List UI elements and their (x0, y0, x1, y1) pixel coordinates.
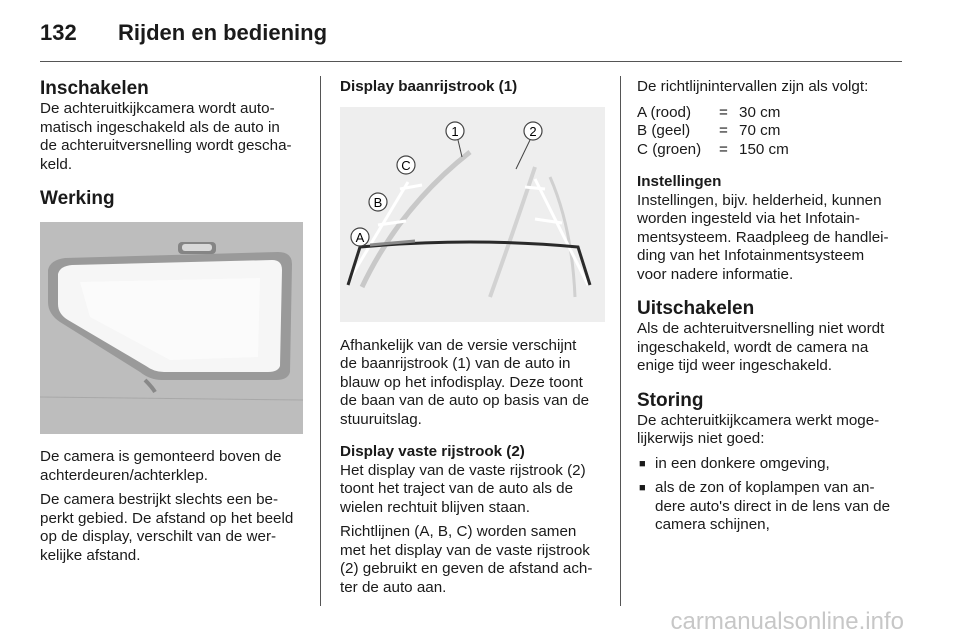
spec-row-a (637, 104, 902, 123)
heading-uitschakelen: Uitschakelen (637, 298, 755, 319)
text-line: worden ingesteld via het Infotain- (637, 210, 860, 227)
heading-display-baanrijstrook: Display baanrijstrook (1) (340, 78, 518, 95)
list-item (637, 455, 902, 474)
text-line: voor nadere informatie. (637, 265, 794, 283)
heading-display-vaste-rijstrook: Display vaste rijstrook (2) (340, 443, 525, 460)
spec-label: C (groen) (637, 140, 702, 158)
text-line: keld. (40, 155, 73, 173)
heading-storing: Storing (637, 389, 704, 411)
page-header (40, 18, 327, 48)
spec-value: 150 cm (739, 140, 789, 158)
header-rule (40, 61, 902, 62)
text-line: kelijke afstand. (40, 546, 141, 564)
chapter-title: Rijden en bediening (118, 20, 328, 45)
text-line: mentsysteem. Raadpleeg de handlei- (637, 228, 889, 246)
spec-label: B (geel) (637, 122, 691, 139)
spec-row-c (637, 141, 902, 160)
text-line: Instellingen, bijv. helderheid, kunnen (637, 191, 882, 209)
column-divider-2 (620, 76, 621, 606)
text-line: enige tijd weer ingeschakeld. (637, 357, 833, 374)
text-line: achterdeuren/achterklep. (40, 466, 209, 484)
text-line: met het display van de vaste rijstrook (340, 541, 590, 559)
text-line: perkt gebied. De afstand op het beeld (40, 509, 294, 527)
spec-value: 30 cm (739, 103, 781, 121)
text-line: stuuruitslag. (340, 410, 422, 428)
text-line: toont het traject van de auto als de (340, 480, 574, 497)
text-line: Als de achteruitversnelling niet wordt (637, 320, 885, 337)
text-line: blauw op het infodisplay. Deze toont (340, 373, 583, 391)
text-line: de achteruitversnelling wordt gescha- (40, 137, 292, 154)
text-line: Het display van de vaste rijstrook (2) (340, 461, 586, 479)
storing-list (637, 455, 902, 535)
text-line: De camera is gemonteerd boven de (40, 448, 282, 465)
parking-guidelines-diagram (340, 107, 605, 322)
text-line: (2) gebruikt en geven de afstand ach- (340, 560, 593, 577)
list-item-text: in een donkere omgeving, (655, 454, 830, 472)
text-line: lijkerwijs niet goed: (637, 430, 765, 447)
column-3 (637, 78, 902, 535)
heading-instellingen: Instellingen (637, 173, 722, 190)
text-line: Richtlijnen (A, B, C) worden samen (340, 523, 577, 540)
spec-eq: = (719, 122, 728, 139)
heading-werking: Werking (40, 188, 115, 209)
text-line: ding van het Infotainmentsysteem (637, 247, 865, 264)
label-c: C (401, 157, 411, 173)
text-line: De achteruitkijkcamera werkt moge- (637, 411, 880, 429)
spec-eq: = (719, 140, 728, 158)
text-line: op de display, verschilt van de wer- (40, 528, 277, 545)
heading-inschakelen: Inschakelen (40, 78, 149, 99)
list-item (637, 479, 902, 535)
text-line: ter de auto aan. (340, 578, 447, 596)
column-2 (340, 78, 605, 597)
label-a: A (355, 229, 365, 245)
text-line: matisch ingeschakeld als de auto in (40, 118, 280, 136)
guide-c-right (525, 187, 545, 189)
spec-eq: = (719, 103, 728, 121)
text-line: Afhankelijk van de versie verschijnt (340, 336, 577, 354)
label-1: 1 (451, 123, 459, 139)
column-1 (40, 78, 305, 565)
spec-value: 70 cm (739, 122, 781, 139)
text-line: de baanrijstrook (1) van de auto in (340, 355, 571, 372)
text-line: De richtlijnintervallen zijn als volgt: (637, 78, 869, 95)
watermark: carmanualsonline.info (670, 608, 904, 635)
text-line: de baan van de auto op basis van de (340, 392, 590, 409)
list-item-text: dere auto's direct in de lens van de (655, 497, 891, 515)
column-divider-1 (320, 76, 321, 606)
text-line: De achteruitkijkcamera wordt auto- (40, 100, 275, 117)
list-item-text: camera schijnen, (655, 516, 770, 533)
rear-door-camera-photo (40, 222, 303, 434)
spec-label: A (rood) (637, 103, 692, 121)
text-line: ingeschakeld, wordt de camera na (637, 338, 869, 356)
spec-row-b (637, 122, 902, 141)
label-2: 2 (529, 123, 537, 139)
text-line: De camera bestrijkt slechts een be- (40, 491, 279, 508)
list-item-text: als de zon of koplampen van an- (655, 479, 875, 496)
label-b: B (373, 194, 383, 210)
text-line: wielen rechtuit blijven staan. (340, 498, 530, 516)
page-number: 132 (40, 20, 77, 45)
